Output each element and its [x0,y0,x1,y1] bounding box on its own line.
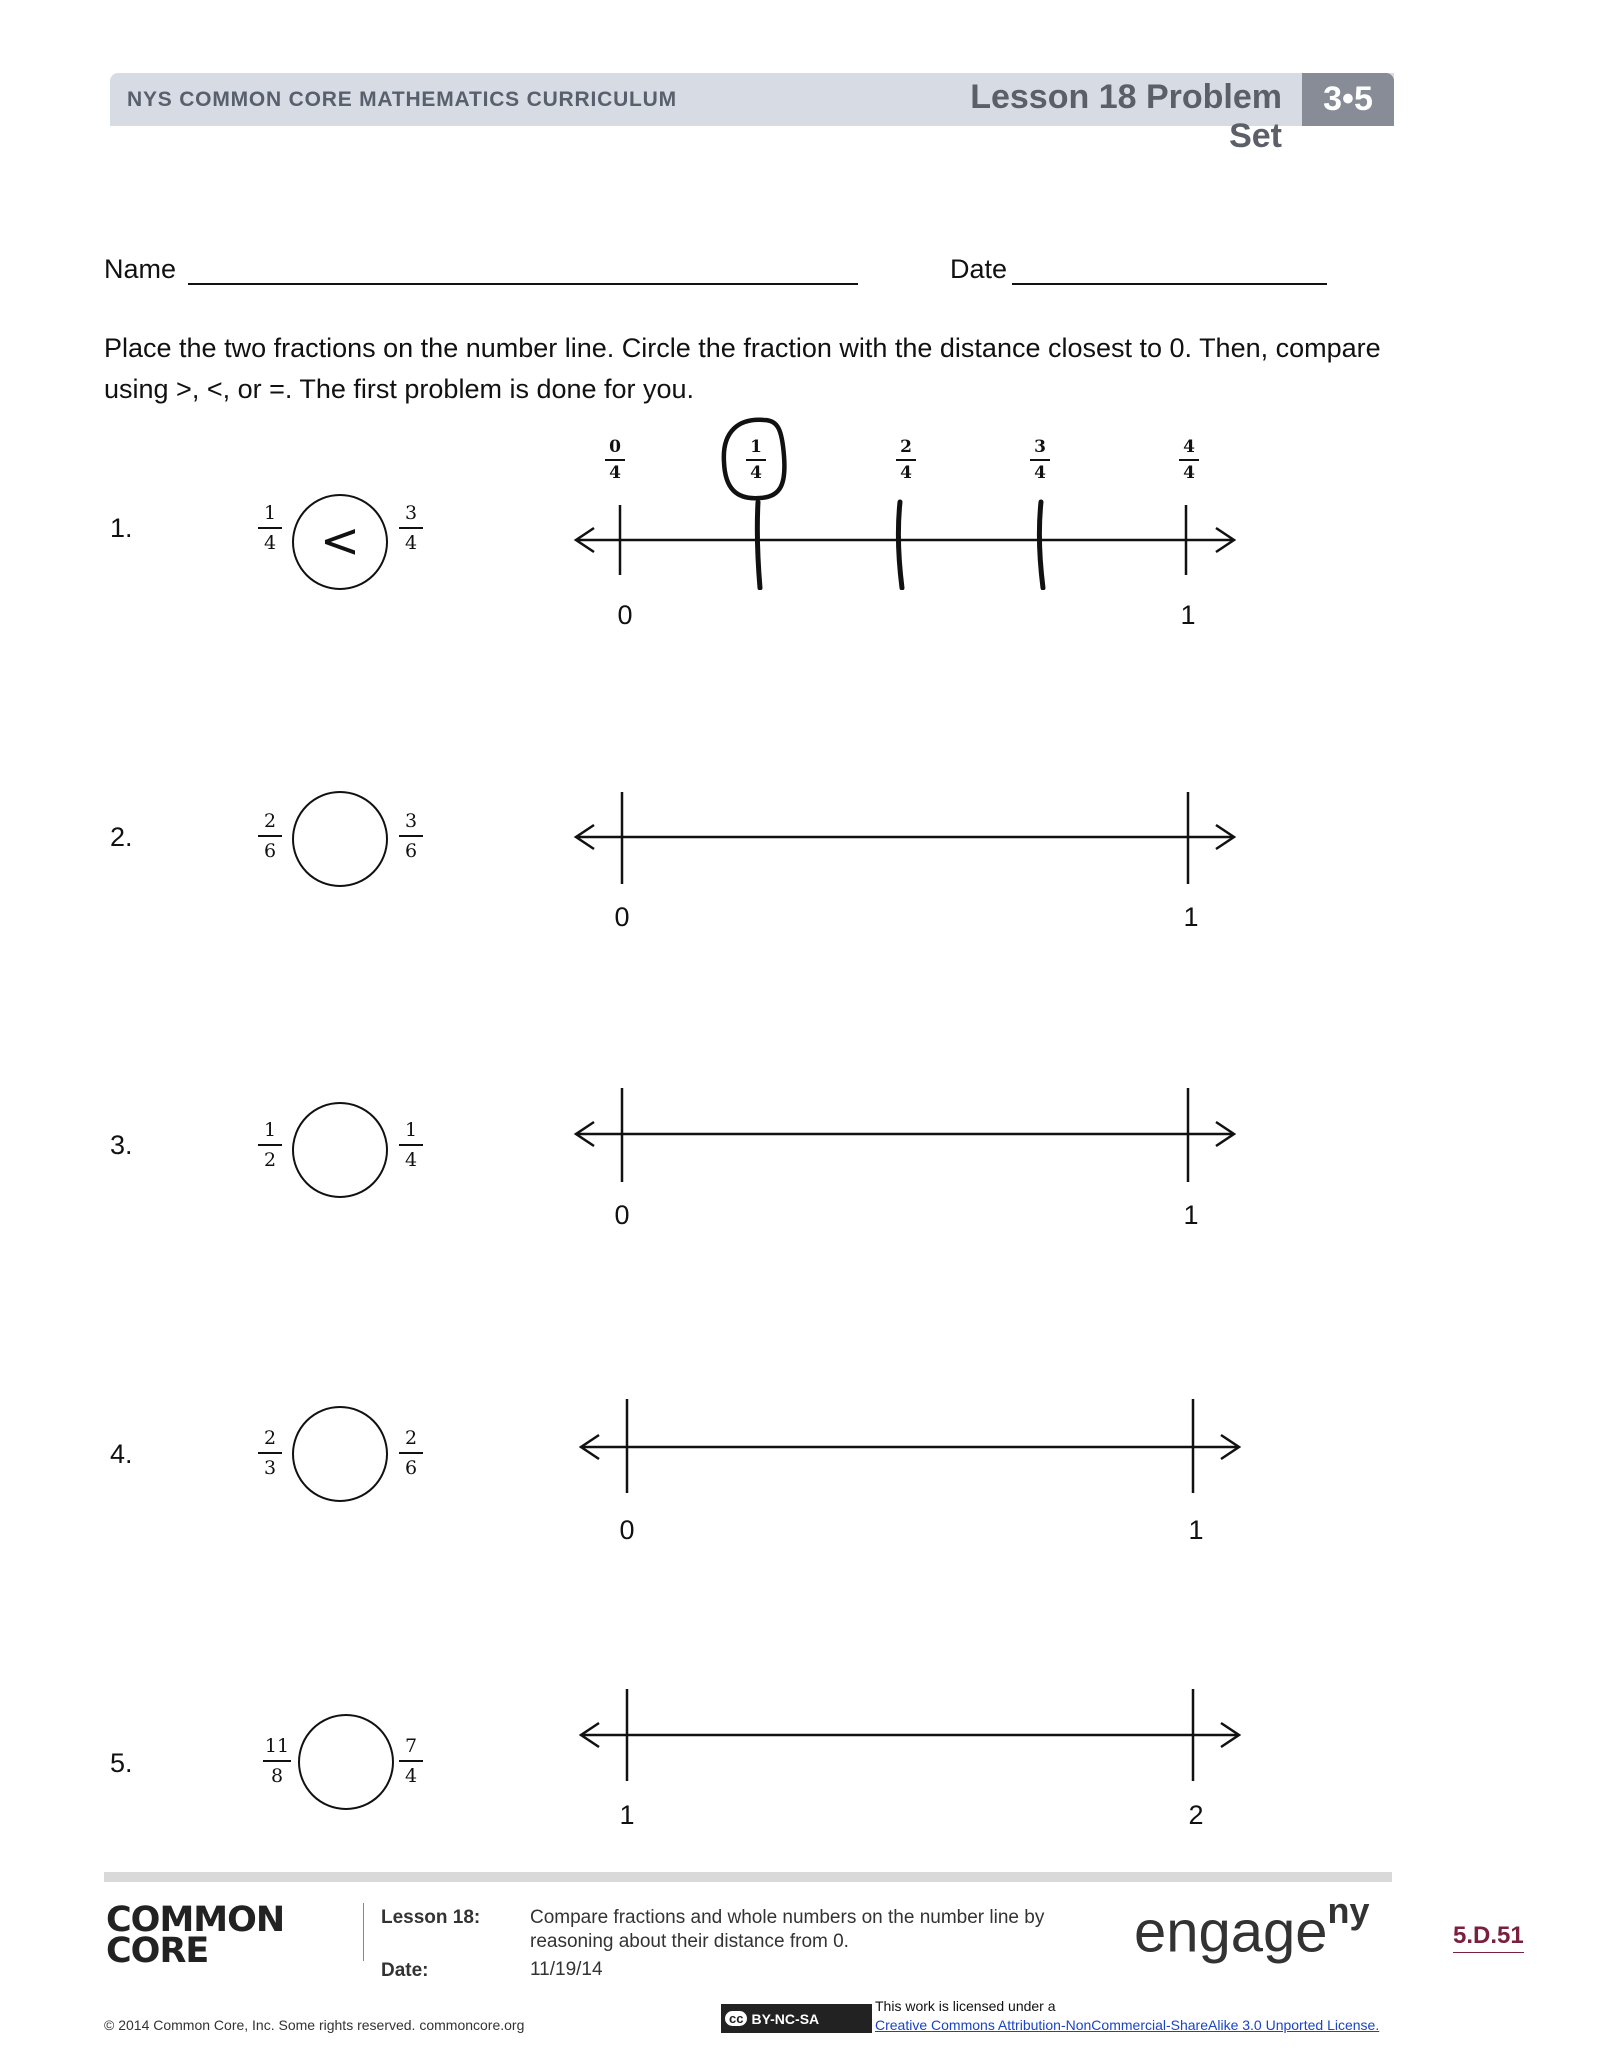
fraction-bar [896,459,916,461]
number-line [565,1395,1245,1505]
fraction-bar [258,1144,282,1146]
axis-start-label: 0 [614,1200,630,1230]
page-code: 5.D.51 [1453,1922,1524,1953]
name-field[interactable] [188,283,858,285]
fraction-bar [746,459,766,461]
right-fraction [396,1117,426,1173]
left-fraction [255,500,285,556]
numerator: 3 [404,810,418,832]
lesson-desc-line-2: reasoning about their distance from 0. [530,1931,849,1952]
fraction-bar [399,1144,423,1146]
left-fraction [255,1117,285,1173]
axis-end-label: 1 [1180,600,1196,630]
number-line [560,1078,1240,1188]
numerator: 1 [404,1119,418,1141]
denominator: 4 [750,462,762,483]
axis-start-label: 0 [617,600,633,630]
engageny-logo [1134,1890,1370,1965]
tick-label [891,436,921,484]
fraction-bar [399,1452,423,1454]
license-text: This work is licensed under a [875,1998,1056,2014]
curriculum-title: NYS COMMON CORE MATHEMATICS CURRICULUM [127,88,677,111]
numerator: 1 [263,1119,277,1141]
footer-date-label: Date: [381,1960,429,1981]
denominator: 4 [609,462,621,483]
logo-line-1: COMMON [106,1900,285,1940]
fraction-bar [1179,459,1199,461]
problem-number: 4. [110,1439,133,1469]
date-field[interactable] [1012,283,1327,285]
axis-start-label: 1 [619,1800,635,1830]
axis-end-label: 1 [1183,1200,1199,1230]
axis-start-label: 0 [614,902,630,932]
instructions [104,328,1404,410]
ny-text: ny [1327,1890,1370,1931]
cc-badge-label: BY-NC-SA [751,2010,820,2027]
fraction-bar [258,527,282,529]
lesson-desc-line-1: Compare fractions and whole numbers on the number line by [530,1907,1045,1928]
numerator: 11 [264,1735,290,1757]
problem-number: 5. [110,1748,133,1778]
right-fraction [396,500,426,556]
engage-text: engage [1134,1899,1328,1965]
numerator: 2 [263,1427,277,1449]
lesson-title: Lesson 18 Problem Set [970,78,1282,155]
numerator: 3 [1034,437,1046,457]
comparison-circle[interactable]: < [292,494,388,590]
numerator: 7 [404,1735,418,1757]
left-fraction [260,1733,294,1789]
comparison-circle[interactable] [292,1406,388,1502]
tick-label [1174,436,1204,484]
fraction-bar [258,1452,282,1454]
cc-icon: cc [725,2011,747,2026]
denominator: 2 [263,1148,277,1171]
denominator: 4 [900,462,912,483]
problem-number: 3. [110,1130,133,1160]
common-core-logo [106,1900,285,1971]
denominator: 4 [1183,462,1195,483]
denominator: 4 [263,531,277,554]
denominator: 3 [263,1456,277,1479]
left-fraction [255,808,285,864]
fraction-bar [263,1760,291,1762]
footer-divider [363,1903,364,1961]
denominator: 6 [263,839,277,862]
fraction-bar [1030,459,1050,461]
name-label: Name [104,254,177,284]
comparison-circle[interactable] [292,1102,388,1198]
copyright: © 2014 Common Core, Inc. Some rights reserved. commoncore.org [104,2017,525,2033]
tick-label [1025,436,1055,484]
fraction-bar [605,459,625,461]
fraction-bar [258,835,282,837]
instructions-line-1: Place the two fractions on the number line. Circle the fraction with the distance closest to 0. Then, compare [104,333,1381,363]
comparison-circle[interactable] [298,1714,394,1810]
numerator: 0 [609,437,621,457]
problem-number: 1. [110,513,133,543]
logo-line-2: CORE [106,1931,209,1971]
right-fraction [396,808,426,864]
numerator: 1 [750,437,762,457]
numerator: 4 [1183,437,1195,457]
footer-lesson-desc [530,1906,1044,1954]
numerator: 2 [404,1427,418,1449]
numerator: 3 [404,502,418,524]
denominator: 4 [1034,462,1046,483]
denominator: 4 [404,1148,418,1171]
denominator: 4 [404,531,418,554]
grade-badge: 3•5 [1302,73,1394,126]
license-link[interactable]: Creative Commons Attribution-NonCommercial-ShareAlike 3.0 Unported License. [875,2017,1380,2033]
fraction-bar [399,835,423,837]
fraction-bar [399,527,423,529]
numerator: 2 [900,437,912,457]
date-label: Date [950,254,1008,284]
number-line [565,1685,1245,1795]
axis-end-label: 2 [1188,1800,1204,1830]
denominator: 6 [404,839,418,862]
instructions-line-2: using >, <, or =. The first problem is done for you. [104,374,695,404]
denominator: 6 [404,1456,418,1479]
axis-end-label: 1 [1183,902,1199,932]
left-fraction [255,1425,285,1481]
footer-lesson-label: Lesson 18: [381,1907,481,1928]
fraction-bar [399,1760,423,1762]
tick-label-circled [741,436,771,484]
numerator: 1 [263,502,277,524]
comparison-circle[interactable] [292,791,388,887]
axis-start-label: 0 [619,1515,635,1545]
denominator: 8 [270,1764,284,1787]
footer-rule [104,1872,1392,1882]
right-fraction [396,1425,426,1481]
axis-end-label: 1 [1188,1515,1204,1545]
cc-license-badge[interactable] [721,2004,872,2033]
numerator: 2 [263,810,277,832]
footer-date-value: 11/19/14 [530,1959,603,1980]
denominator: 4 [404,1764,418,1787]
tick-label [600,436,630,484]
number-line [560,780,1240,890]
problem-number: 2. [110,822,133,852]
right-fraction [396,1733,426,1789]
